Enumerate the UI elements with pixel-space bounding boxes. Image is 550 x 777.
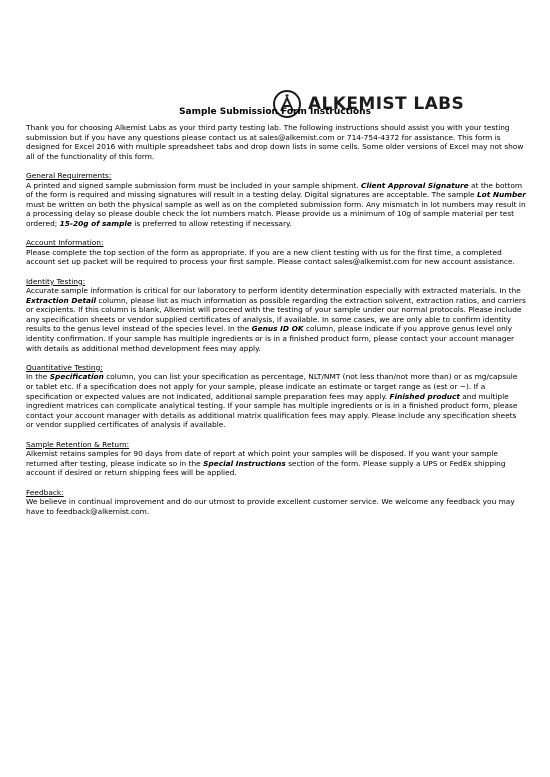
text-run: A printed and signed sample submission form must be included in your sample shipment. bbox=[26, 180, 362, 190]
text-run: is preferred to allow retesting if necessary. bbox=[131, 218, 292, 228]
text-run: must be written on both the physical sample as well as on the completed submission form. Any mismatch in lot numbers may result in a processing delay so please double check the lot numbers match. Please provide us a minimum of 10g of sample material per test ordered; bbox=[26, 199, 526, 228]
text-run: at the bottom of the form is required and missing signatures will result in a testing delay. Digital signatures are acceptable. The sample bbox=[26, 180, 523, 200]
emphasis-text: 15-20g of sample bbox=[59, 218, 132, 228]
page-title: Sample Submission Form Instructions bbox=[179, 107, 371, 117]
general-requirements-section bbox=[26, 171, 526, 229]
emphasis-text: Client Approval Signature bbox=[361, 180, 469, 190]
instructions-body bbox=[26, 123, 526, 526]
text-run: column, please list as much information as possible regarding the extraction solvent, extraction ratios, and carriers or excipients. If this column is blank, Alkemist will proceed with the testing of your sample under our normal protocols. Please include any specification sheets or vendor supplied certificates of analysis, if available. In some cases, we are only able to confirm identity results to the genus level instead of the species level. In the bbox=[26, 295, 526, 334]
section-heading: Quantitative Testing: bbox=[26, 362, 103, 372]
text-run: Accurate sample information is critical for our laboratory to perform identity determination especially with extracted materials. In the bbox=[26, 286, 521, 296]
section-heading: Account Information: bbox=[26, 238, 104, 248]
text-run: and multiple ingredient matrices can complicate analytical testing. If your sample has multiple ingredients or is in a finished product form, please contact your account manager with details as additional matrix qualification fees may apply. Please include any specification sheets or vendor supplied certificates of analysis if available. bbox=[26, 391, 518, 430]
section-heading: Feedback: bbox=[26, 487, 64, 497]
text-run: We believe in continual improvement and do our utmost to provide excellent customer service. We welcome any feedback you may have to feedback@alkemist.com. bbox=[26, 497, 515, 516]
text-run: In the bbox=[26, 372, 50, 382]
emphasis-text: Finished product bbox=[389, 391, 460, 401]
section-heading: Identity Testing: bbox=[26, 276, 86, 286]
account-information-section bbox=[26, 238, 526, 267]
emphasis-text: Extraction Detail bbox=[26, 295, 97, 305]
text-run: column, you can list your specification as percentage, NLT/NMT (not less than/not more than) or as mg/capsule or tablet etc. If a specification does not apply for your sample, please indicate an estimate or target range as (est or ~). If a specification or expected values are not indicated, additional sample preparation fees may apply. bbox=[26, 372, 518, 401]
section-heading: Sample Retention & Return: bbox=[26, 439, 130, 449]
emphasis-text: Lot Number bbox=[476, 190, 526, 200]
emphasis-text: Specification bbox=[49, 372, 104, 382]
emphasis-text: Genus ID OK bbox=[251, 324, 304, 334]
section-heading: General Requirements: bbox=[26, 170, 112, 180]
quantitative-testing-section bbox=[26, 363, 526, 430]
logo-text: ALKEMIST LABS bbox=[308, 94, 465, 114]
identity-testing-section bbox=[26, 277, 526, 354]
intro-paragraph: Thank you for choosing Alkemist Labs as your third party testing lab. The following instructions should assist you with your testing submission but if you have any questions please contact us at sales@alkemist.com or 714-754-4372 for assistance. This form is designed for Excel 2016 with multiple spreadsheet tabs and drop down lists in some cells. Some older versions of Excel may not show all of the functionality of this form. bbox=[26, 123, 524, 161]
text-run: section of the form. Please supply a UPS or FedEx shipping account if desired or return shipping fees will be applied. bbox=[26, 458, 506, 478]
feedback-section bbox=[26, 488, 526, 517]
sample-retention-section bbox=[26, 440, 526, 478]
text-run: Alkemist retains samples for 90 days from date of report at which point your samples will be disposed. If you want your sample returned after testing, please indicate so in the bbox=[26, 449, 498, 468]
emphasis-text: Special Instructions bbox=[203, 458, 286, 468]
text-run: Please complete the top section of the form as appropriate. If you are a new client testing with us for the first time, a completed account set up packet will be required to process your first sample. Please contact sales@alkemist.com for new account assistance. bbox=[26, 247, 515, 267]
text-run: column, please indicate if you approve genus level only identity confirmation. If your sample has multiple ingredients or is in a finished product form, please contact your account manager with details as additional method development fees may apply. bbox=[26, 324, 515, 353]
